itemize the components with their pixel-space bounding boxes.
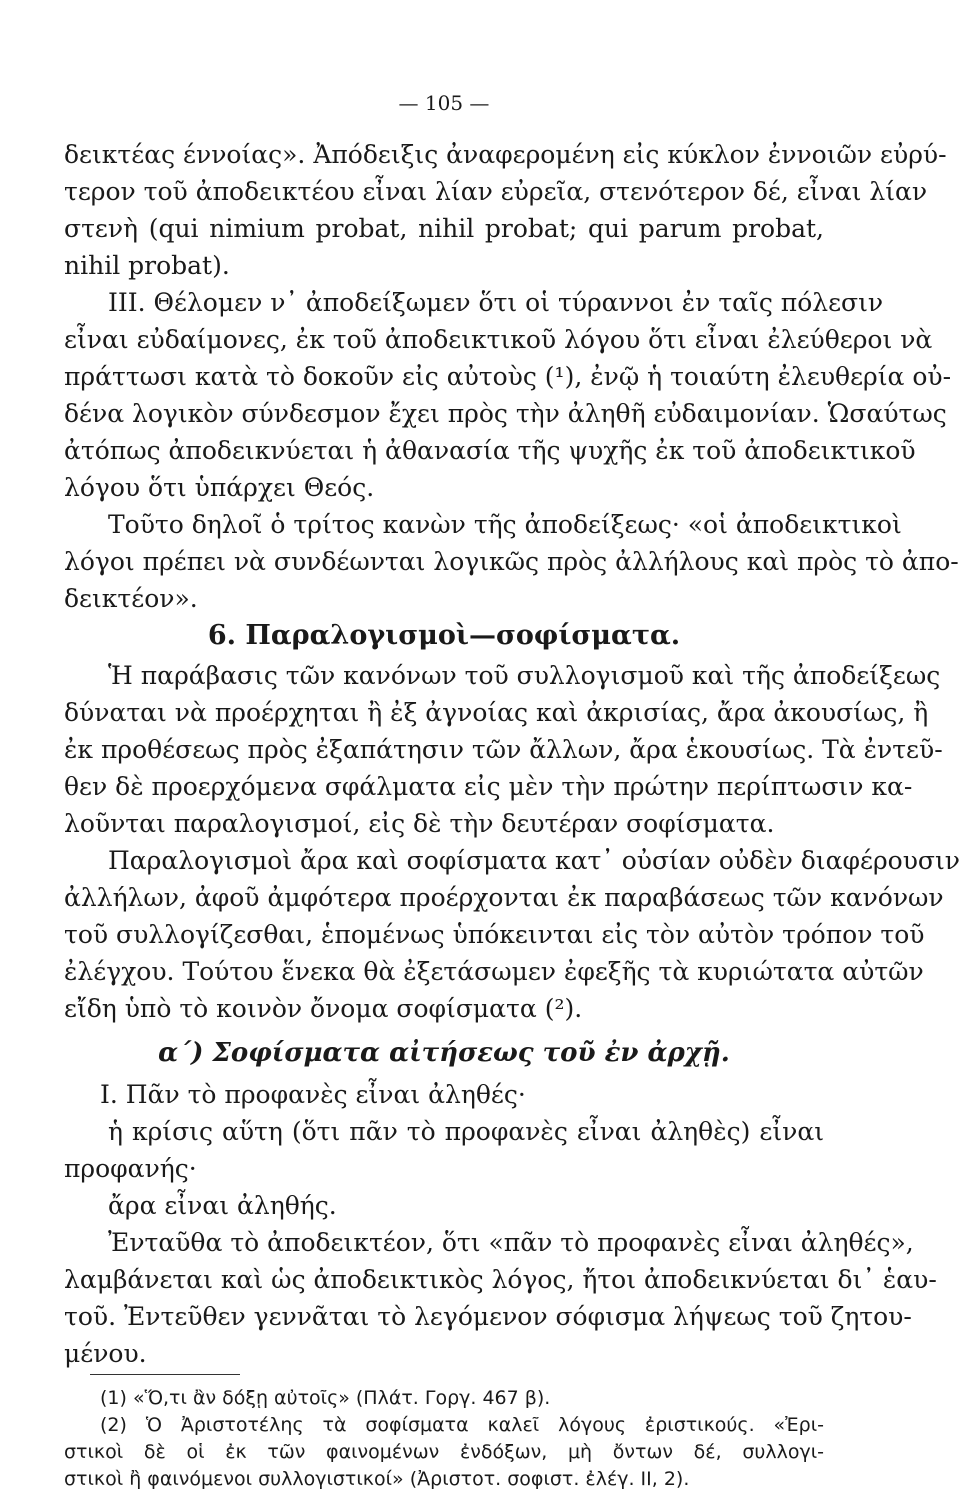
text-line: δένα λογικὸν σύνδεσμον ἔχει πρὸς τὴν ἀληθῆ εὐδαιμονίαν. Ὡσαύτως — [64, 399, 947, 428]
text-line: λόγοι πρέπει νὰ συνδέωνται λογικῶς πρὸς ἀλλήλους καὶ πρὸς τὸ ἀπο- — [64, 547, 959, 576]
subsection-heading: α´) Σοφίσματα αἰτήσεως τοῦ ἐν ἀρχῇ. — [158, 1038, 730, 1068]
text-line: I. Πᾶν τὸ προφανὲς εἶναι ἀληθές· — [100, 1080, 526, 1109]
text-line: εἶναι εὐδαίμονες, ἐκ τοῦ ἀποδεικτικοῦ λόγου ὅτι εἶναι ἐλεύθεροι νὰ — [64, 325, 933, 354]
text-line: τερον τοῦ ἀποδεικτέου εἶναι λίαν εὐρεῖα, στενότερον δέ, εἶναι λίαν — [64, 177, 928, 206]
text-line: ἄρα εἶναι ἀληθής. — [108, 1191, 337, 1220]
text-line: Ἡ παράβασις τῶν κανόνων τοῦ συλλογισμοῦ καὶ τῆς ἀποδείξεως — [108, 661, 941, 690]
text-line: ἐλέγχου. Τούτου ἕνεκα θὰ ἐξετάσωμεν ἐφεξῆς τὰ κυριώτατα αὐτῶν — [64, 957, 924, 986]
text-line: δεικτέον». — [64, 584, 198, 613]
text-line: τοῦ συλλογίζεσθαι, ἑπομένως ὑπόκεινται εἰς τὸν αὐτὸν τρόπον τοῦ — [64, 920, 925, 949]
section-heading: 6. Παραλογισμοὶ—σοφίσματα. — [207, 620, 681, 651]
footnote-divider — [90, 1374, 240, 1375]
text-line: ἐκ προθέσεως πρὸς ἐξαπάτησιν τῶν ἄλλων, ἄρα ἑκουσίως. Τὰ ἐντεῦ- — [64, 735, 943, 764]
text-line: προφανής· — [64, 1154, 197, 1183]
footnote-line: στικοὶ ἢ φαινόμενοι συλλογιστικοί» (Ἀριστοτ. σοφιστ. ἐλέγ. ΙΙ, 2). — [64, 1468, 690, 1490]
text-line: Παραλογισμοὶ ἄρα καὶ σοφίσματα κατ᾽ οὐσίαν οὐδὲν διαφέρουσιν — [108, 846, 960, 875]
text-line: Ἐνταῦθα τὸ ἀποδεικτέον, ὅτι «πᾶν τὸ προφανὲς εἶναι ἀληθές», — [108, 1228, 914, 1257]
text-line: λόγου ὅτι ὑπάρχει Θεός. — [64, 473, 375, 502]
text-line: λοῦνται παραλογισμοί, εἰς δὲ τὴν δευτέραν σοφίσματα. — [64, 809, 775, 838]
text-line: θεν δὲ προερχόμενα σφάλματα εἰς μὲν τὴν πρώτην περίπτωσιν κα- — [64, 772, 913, 801]
footnote-line: (2) Ὁ Ἀριστοτέλης τὰ σοφίσματα καλεῖ λόγους ἐριστικούς. «Ἐρι- — [100, 1414, 824, 1436]
text-line: τοῦ. Ἐντεῦθεν γεννᾶται τὸ λεγόμενον σόφισμα λήψεως τοῦ ζητου- — [64, 1302, 912, 1331]
text-line: δύναται νὰ προέρχηται ἢ ἐξ ἀγνοίας καὶ ἀκρισίας, ἄρα ἀκουσίως, ἢ — [64, 698, 929, 727]
footnote-line: στικοὶ δὲ οἱ ἐκ τῶν φαινομένων ἐνδόξων, μὴ ὄντων δέ, συλλογι- — [64, 1441, 824, 1463]
text-line: δεικτέας έννοίας». Ἀπόδειξις ἀναφερομένη εἰς κύκλον ἐννοιῶν εὐρύ- — [64, 140, 947, 169]
text-line: Τοῦτο δηλοῖ ὁ τρίτος κανὼν τῆς ἀποδείξεως· «οἱ ἀποδεικτικοὶ — [108, 510, 902, 539]
text-line: nihil probat). — [64, 251, 230, 280]
text-line: στενὴ (qui nimium probat, nihil probat; qui parum probat, — [64, 214, 824, 243]
page-number: — 105 — — [398, 91, 490, 115]
text-line: III. Θέλομεν ν᾽ ἀποδείξωμεν ὅτι οἱ τύραννοι ἐν ταῖς πόλεσιν — [108, 288, 884, 317]
footnote-line: (1) «Ὅ,τι ἂν δόξῃ αὐτοῖς» (Πλάτ. Γοργ. 467 β). — [100, 1387, 551, 1409]
text-line: ἡ κρίσις αὕτη (ὅτι πᾶν τὸ προφανὲς εἶναι ἀληθὲς) εἶναι — [108, 1117, 824, 1146]
text-line: λαμβάνεται καὶ ὡς ἀποδεικτικὸς λόγος, ἤτοι ἀποδεικνύεται δι᾽ ἑαυ- — [64, 1265, 937, 1294]
text-line: εἴδη ὑπὸ τὸ κοινὸν ὄνομα σοφίσματα (²). — [64, 994, 583, 1023]
text-line: μένου. — [64, 1339, 147, 1368]
text-line: ἀλλήλων, ἀφοῦ ἀμφότερα προέρχονται ἐκ παραβάσεως τῶν κανόνων — [64, 883, 944, 912]
text-line: πράττωσι κατὰ τὸ δοκοῦν εἰς αὐτοὺς (¹), ἐνῷ ἡ τοιαύτη ἐλευθερία οὐ- — [64, 362, 952, 391]
text-line: ἀτόπως ἀποδεικνύεται ἡ ἀθανασία τῆς ψυχῆς ἐκ τοῦ ἀποδεικτικοῦ — [64, 436, 916, 465]
